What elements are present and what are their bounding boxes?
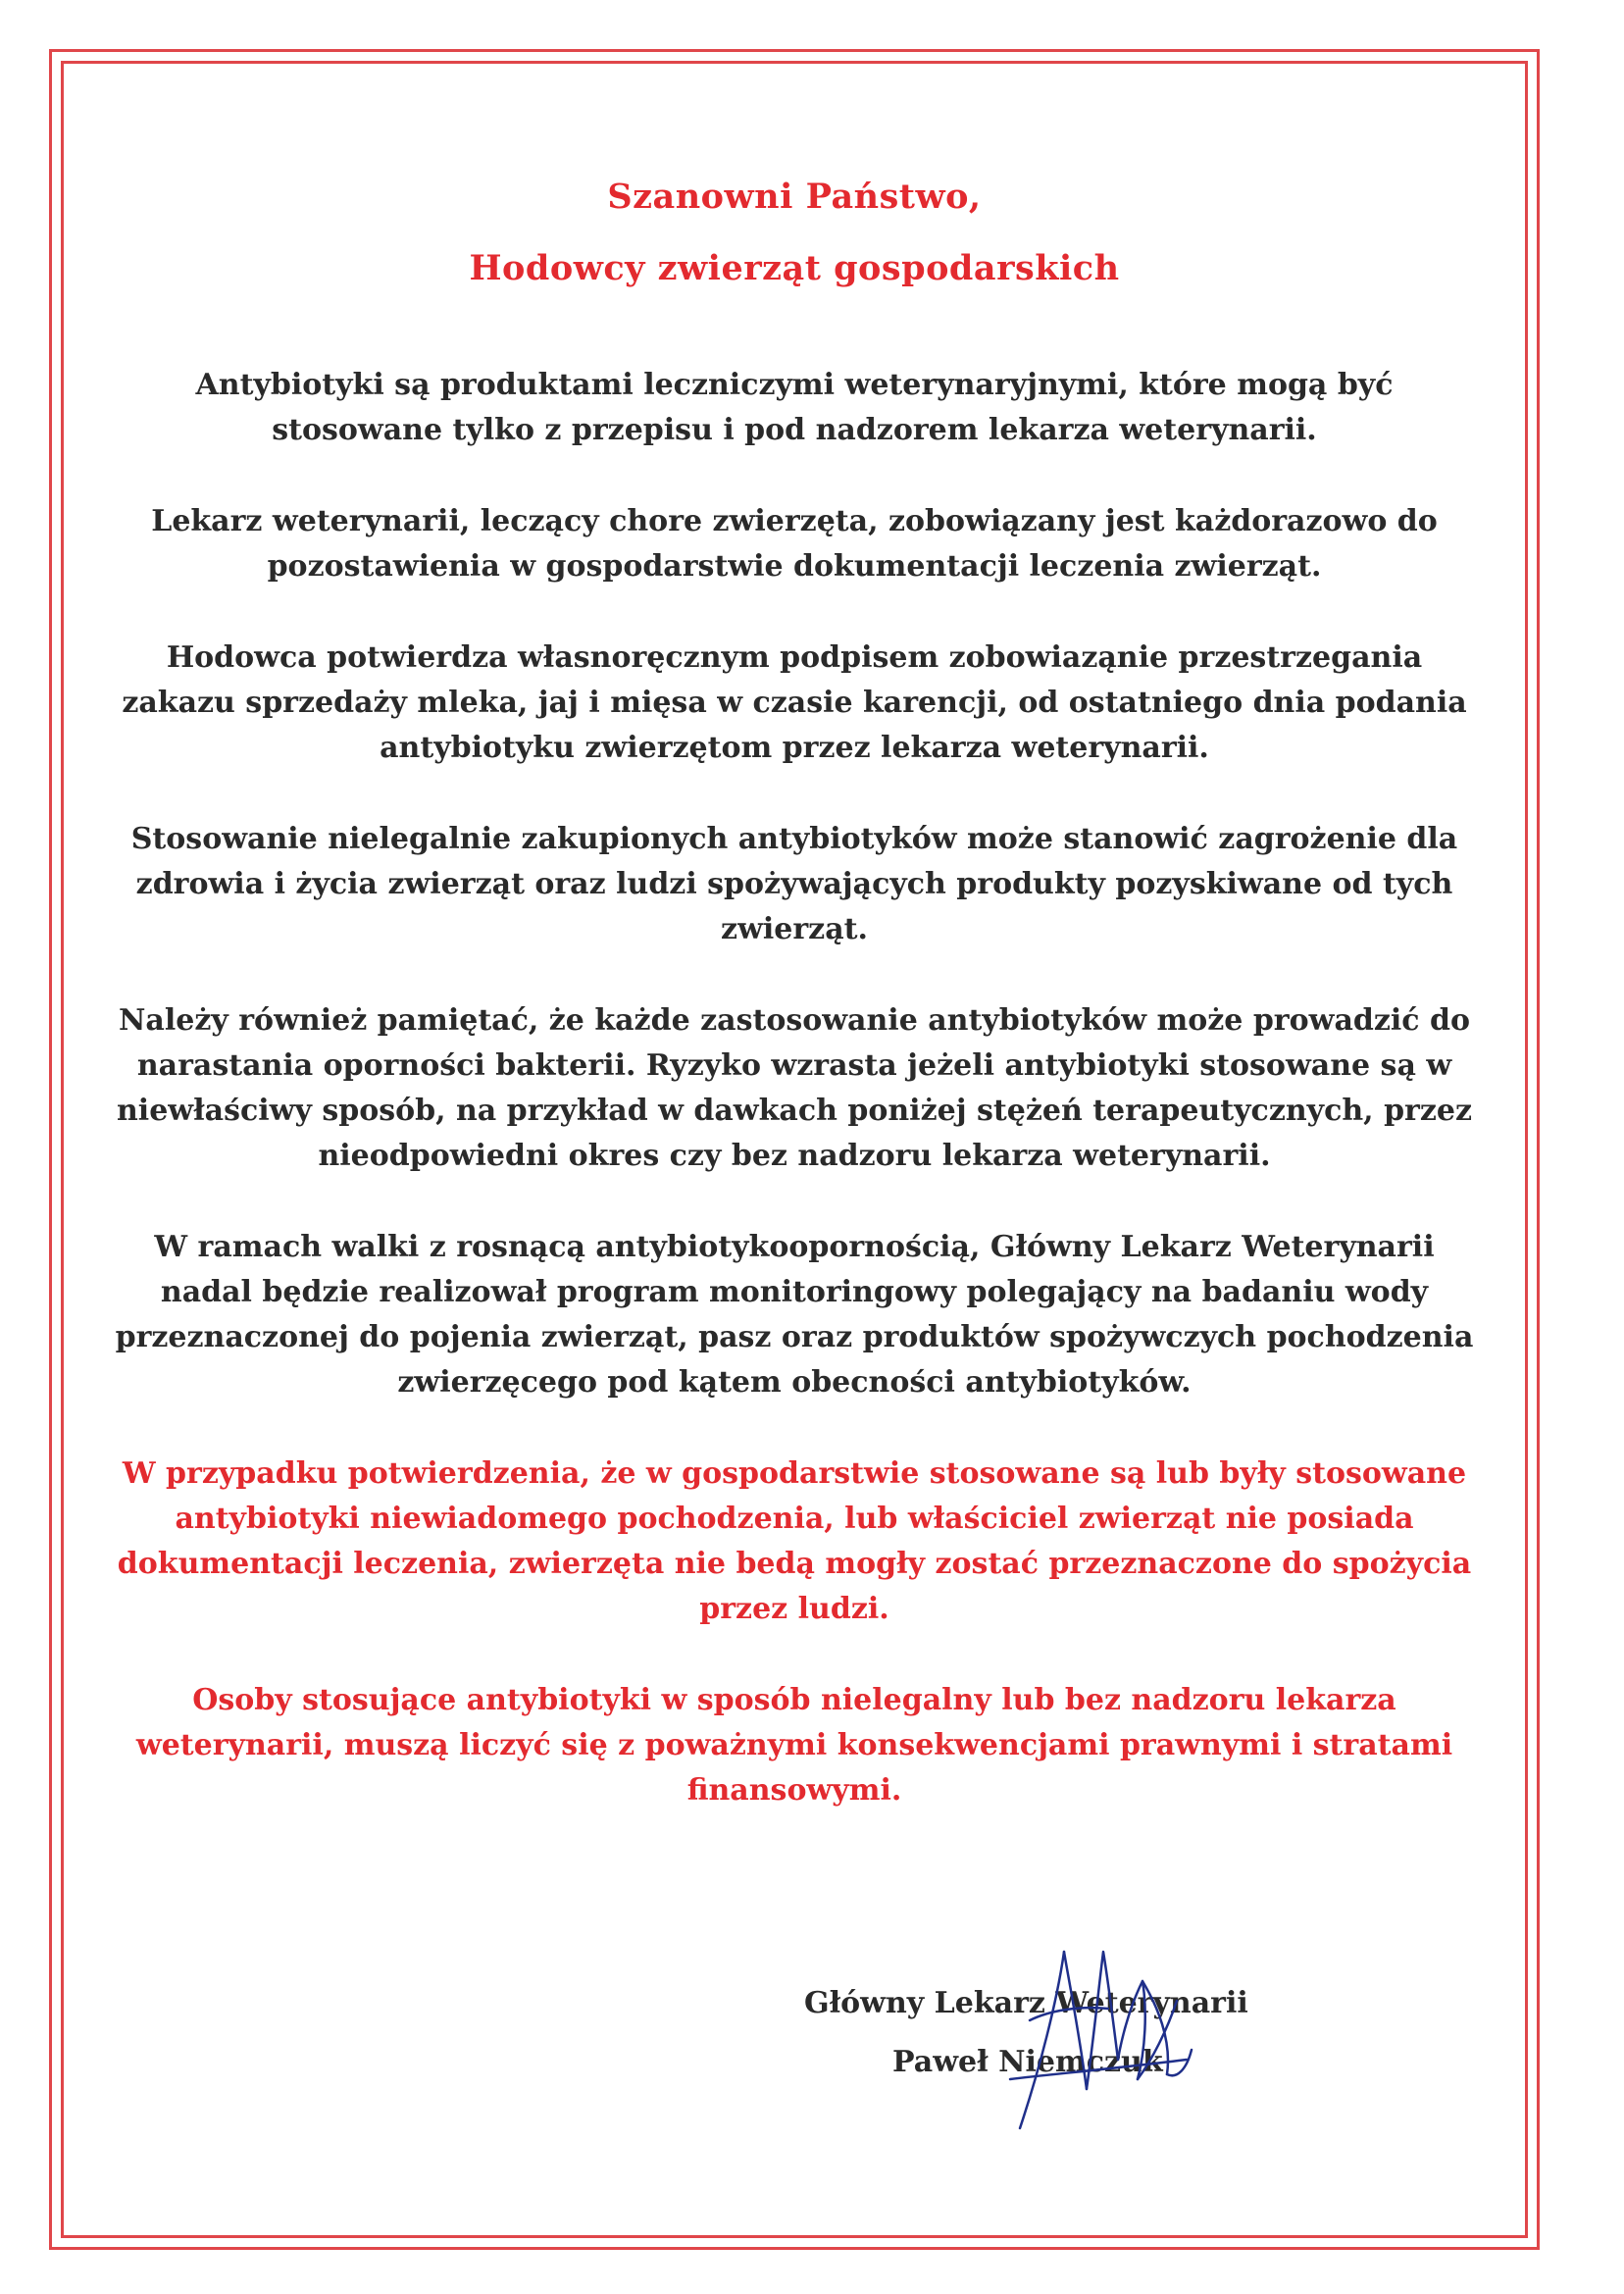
paragraph-breeder-obligation: Hodowca potwierdza własnoręcznym podpisem zobowiaząnie przestrzegania zakazu sprzedaży mleka, jaj i mięsa w czasie karencji, od ostatniego dnia podania antybiotyku zwierzętom przez lekarza weterynarii. bbox=[122, 640, 1467, 765]
greeting-line-2: Hodowcy zwierząt gospodarskich bbox=[469, 248, 1120, 288]
paragraph-monitoring-program: W ramach walki z rosnącą antybiotykoopornością, Główny Lekarz Weterynarii nadal będzie realizował program monitoringowy polegający na badaniu wody przeznaczonej do pojenia zwierząt, pasz oraz produktów spożywczych pochodzenia zwierzęcego pod kątem obecności antybiotyków. bbox=[115, 1230, 1474, 1400]
paragraph-warning-consumption: W przypadku potwierdzenia, że w gospodarstwie stosowane są lub były stosowane antybiotyki niewiadomego pochodzenia, lub właściciel zwierząt nie posiada dokumentacji leczenia, zwierzęta nie bedą mogły zostać przeznaczone do spożycia przez ludzi. bbox=[117, 1456, 1472, 1626]
handwritten-signature-icon bbox=[971, 1912, 1226, 2167]
signatory-name: Paweł Niemczuk bbox=[892, 2045, 1163, 2079]
paragraph-warning-consequences: Osoby stosujące antybiotyki w sposób nielegalny lub bez nadzoru lekarza weterynarii, muszą liczyć się z poważnymi konsekwencjami prawnymi i stratami finansowymi. bbox=[135, 1683, 1453, 1808]
letter-body bbox=[108, 177, 1481, 1813]
paragraph-vet-documentation: Lekarz weterynarii, leczący chore zwierzęta, zobowiązany jest każdorazowo do pozostawienia w gospodarstwie dokumentacji leczenia zwierząt. bbox=[151, 504, 1438, 584]
paragraph-bacterial-resistance: Należy również pamiętać, że każde zastosowanie antybiotyków może prowadzić do narastania oporności bakterii. Ryzyko wzrasta jeżeli antybiotyki stosowane są w niewłaściwy sposób, na przykład w dawkach poniżej stężeń terapeutycznych, przez nieodpowiedni okres czy bez nadzoru lekarza weterynarii. bbox=[116, 1003, 1473, 1173]
paragraph-illegal-antibiotics-risk: Stosowanie nielegalnie zakupionych antybiotyków może stanowić zagrożenie dla zdrowia i życia zwierząt oraz ludzi spożywających produkty pozyskiwane od tych zwierząt. bbox=[130, 822, 1458, 946]
greeting-line-1: Szanowni Państwo, bbox=[607, 177, 982, 217]
paragraph-antibiotics-prescription: Antybiotyki są produktami leczniczymi weterynaryjnymi, które mogą być stosowane tylko z przepisu i pod nadzorem lekarza weterynarii. bbox=[195, 368, 1394, 447]
signatory-title: Główny Lekarz Weterynarii bbox=[804, 1986, 1248, 2020]
